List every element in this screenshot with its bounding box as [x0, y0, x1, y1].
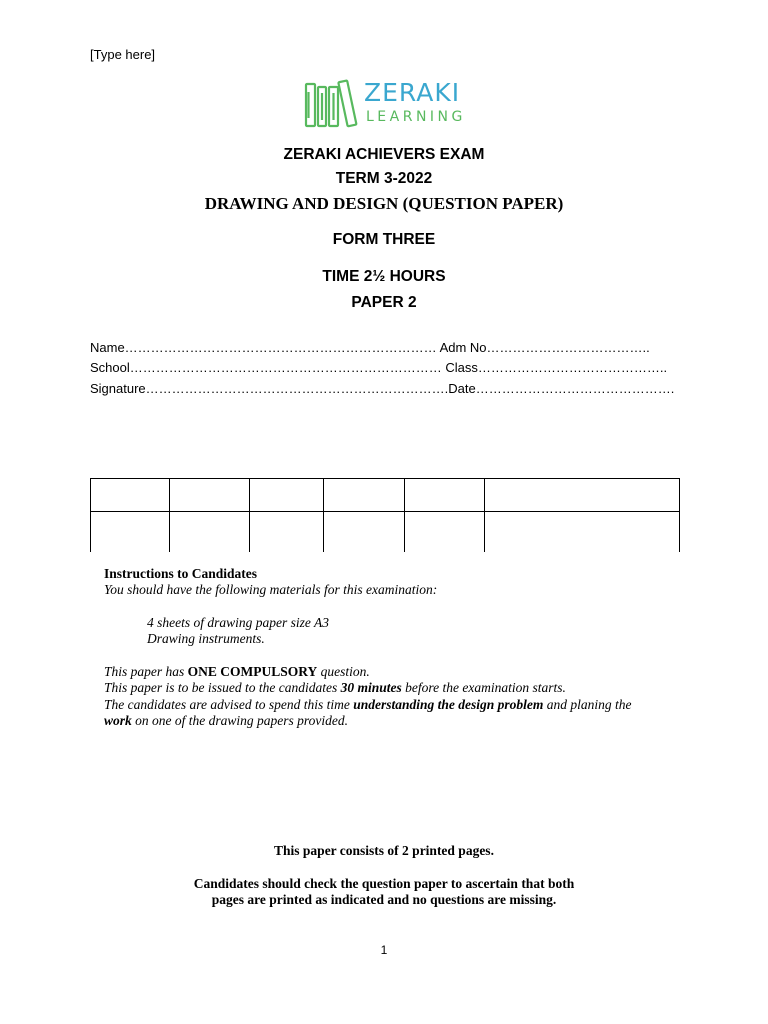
table-cell[interactable]: [169, 478, 250, 552]
instructions-heading: Instructions to Candidates: [104, 566, 258, 581]
table-cell[interactable]: [484, 478, 680, 552]
page-number: 1: [380, 943, 388, 957]
material-item: Drawing instruments.: [147, 631, 265, 646]
logo-brand-text: ZERAKI: [364, 78, 461, 107]
signature-date-field[interactable]: Signature…………………………………………………………….Date……………………………………….: [90, 381, 675, 396]
table-cell[interactable]: [249, 478, 324, 552]
material-item: 4 sheets of drawing paper size A3: [147, 615, 329, 630]
exam-subject: DRAWING AND DESIGN (QUESTION PAPER): [204, 194, 564, 213]
page-count-note: This paper consists of 2 printed pages.: [274, 843, 494, 858]
check-note-line1: Candidates should check the question paper to ascertain that both: [193, 876, 575, 891]
exam-title: ZERAKI ACHIEVERS EXAM: [283, 146, 485, 163]
instruction-line: work on one of the drawing papers provided.: [104, 713, 348, 728]
school-class-field[interactable]: School……………………………………………………………… Class……………………………………..: [90, 360, 668, 375]
exam-form: FORM THREE: [332, 231, 436, 248]
marks-table: [90, 478, 680, 552]
instruction-line: This paper is to be issued to the candidates 30 minutes before the examination starts.: [104, 680, 566, 695]
table-cell[interactable]: [323, 478, 405, 552]
name-adm-field[interactable]: Name……………………………………………………………… Adm No………………………………..: [90, 340, 650, 355]
instructions-intro: You should have the following materials for this examination:: [104, 582, 438, 597]
instruction-line: This paper has ONE COMPULSORY question.: [104, 664, 370, 679]
table-cell[interactable]: [91, 478, 170, 552]
exam-paper: PAPER 2: [351, 294, 417, 311]
header-placeholder: [Type here]: [90, 47, 156, 62]
check-note-line2: pages are printed as indicated and no questions are missing.: [211, 892, 557, 907]
logo-sub-text: LEARNING: [366, 109, 466, 125]
table-cell[interactable]: [404, 478, 485, 552]
zeraki-logo: [304, 78, 486, 130]
instruction-line: The candidates are advised to spend this time understanding the design problem and planing the: [104, 697, 632, 712]
exam-time: TIME 2½ HOURS: [322, 268, 446, 285]
books-icon: [304, 78, 360, 130]
exam-term: TERM 3-2022: [335, 170, 433, 187]
